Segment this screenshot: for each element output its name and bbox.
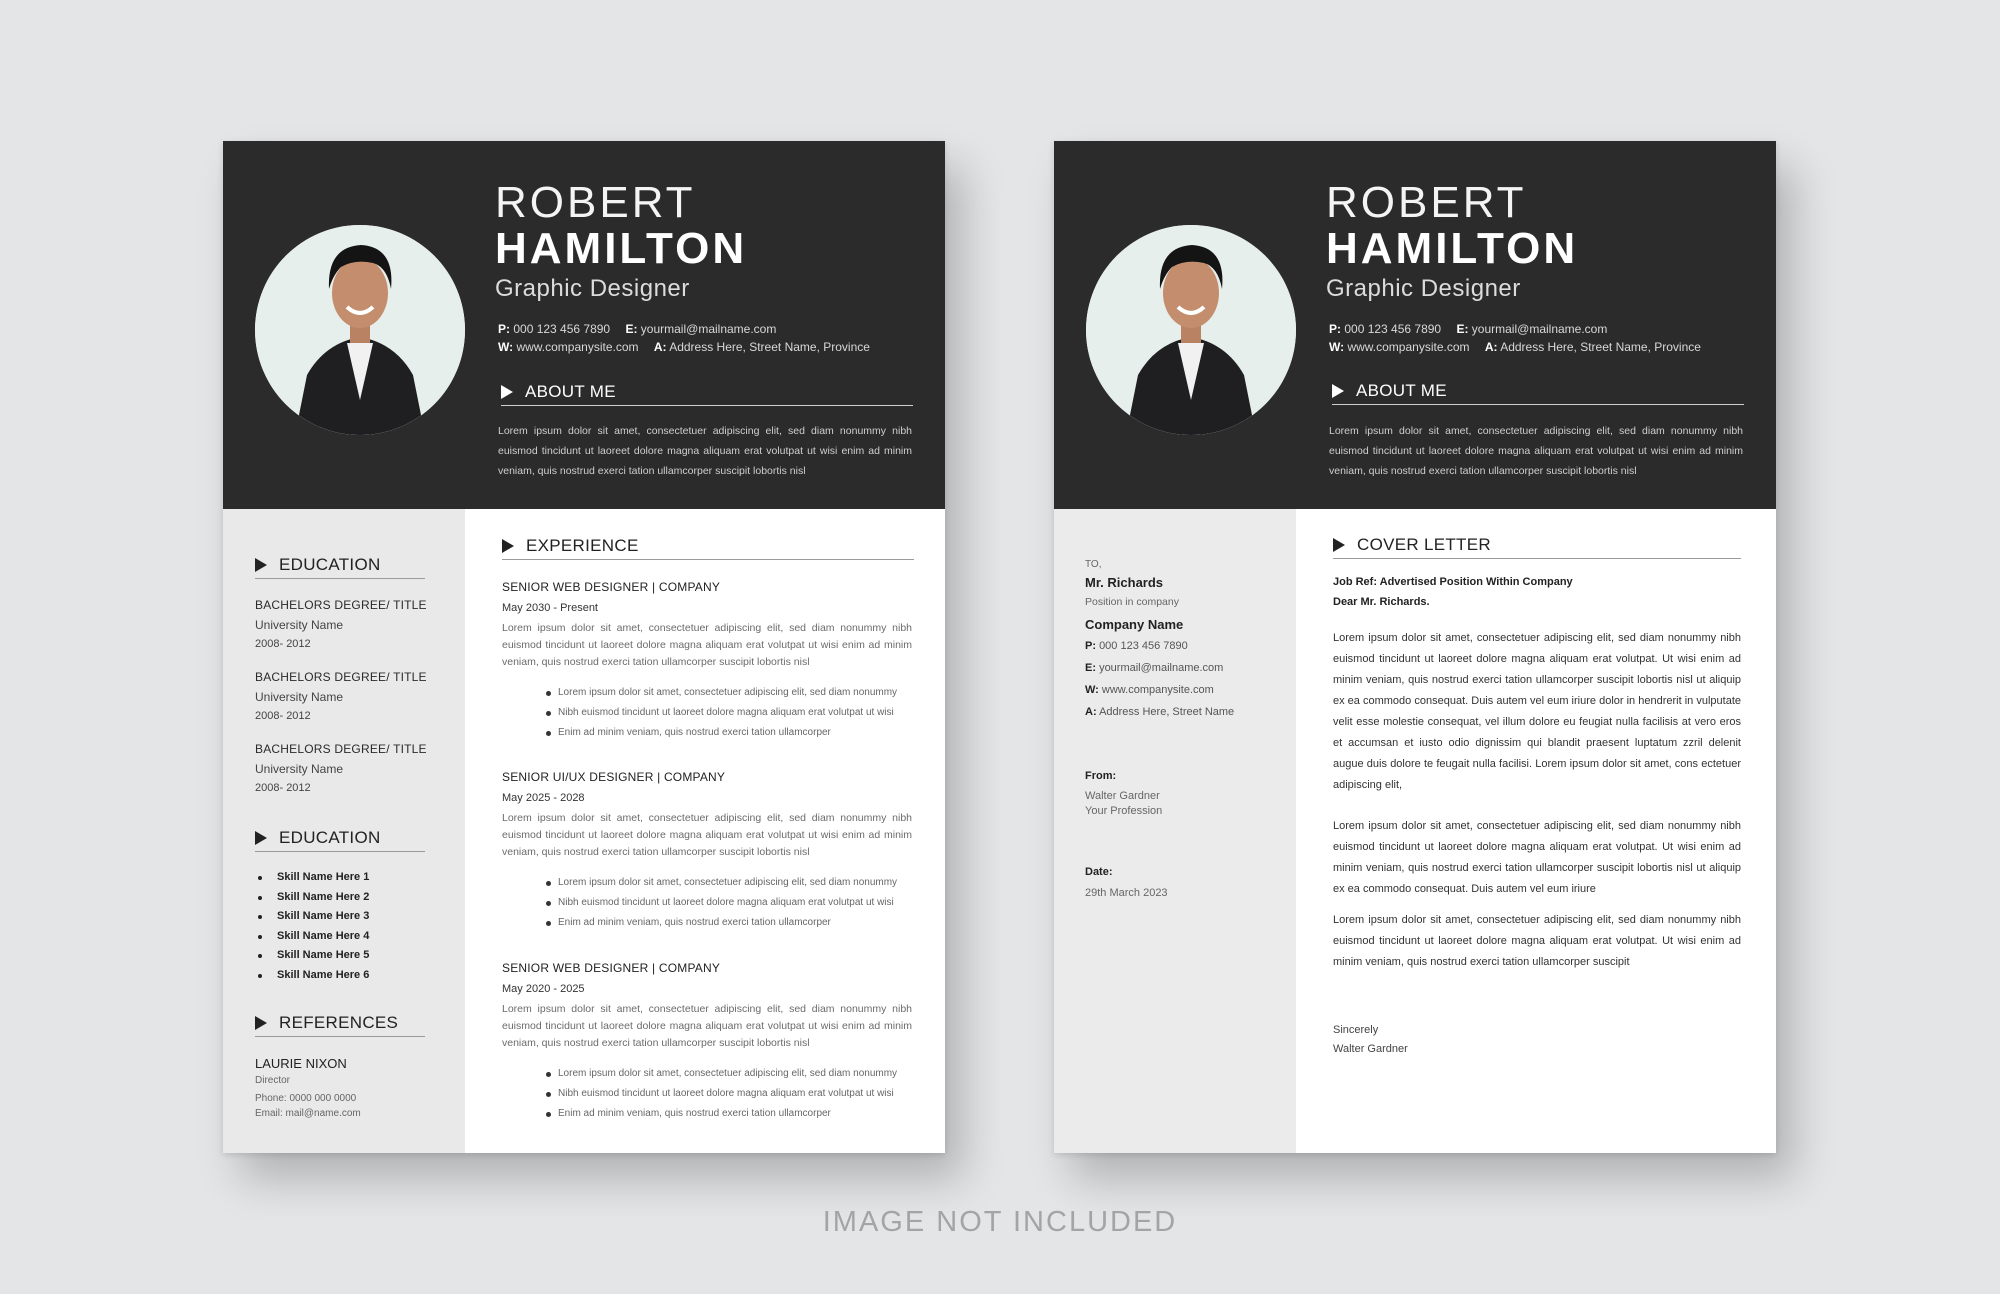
triangle-icon <box>255 558 267 572</box>
profile-photo <box>1086 225 1296 435</box>
web-label: W: <box>1329 340 1345 354</box>
skill-item: Skill Name Here 6 <box>255 966 369 986</box>
job-bullet: Lorem ipsum dolor sit amet, consectetuer adipiscing elit, sed diam nonummy <box>546 683 897 703</box>
university-name: University Name <box>255 618 344 632</box>
phone-value: 000 123 456 7890 <box>1099 640 1188 652</box>
job-dates: May 2025 - 2028 <box>502 792 585 804</box>
triangle-icon <box>1333 538 1345 552</box>
email-value: yourmail@mailname.com <box>640 322 777 336</box>
from-name: Walter Gardner <box>1085 790 1160 802</box>
skill-item: Skill Name Here 3 <box>255 907 369 927</box>
education-heading-label: EDUCATION <box>279 555 381 574</box>
address-value: Address Here, Street Name, Province <box>669 340 870 354</box>
degree-title: BACHELORS DEGREE/ TITLE <box>255 670 427 684</box>
job-dates: May 2030 - Present <box>502 602 598 614</box>
skills-list <box>255 868 369 986</box>
web-value: www.companysite.com <box>516 340 639 354</box>
cover-letter-document <box>1054 141 1776 1153</box>
resume-document <box>223 141 945 1153</box>
phone-label: P: <box>1085 640 1096 652</box>
date-value: 29th March 2023 <box>1085 887 1168 899</box>
address-label: A: <box>653 340 667 354</box>
about-heading <box>1332 378 1744 405</box>
job-bullet: Lorem ipsum dolor sit amet, consectetuer adipiscing elit, sed diam nonummy <box>546 1064 897 1084</box>
closing: Sincerely <box>1333 1024 1379 1036</box>
job-bullets <box>546 873 897 933</box>
salutation: Dear Mr. Richards. <box>1333 596 1430 608</box>
job-bullet: Lorem ipsum dolor sit amet, consectetuer adipiscing elit, sed diam nonummy <box>546 873 897 893</box>
web-value: www.companysite.com <box>1347 340 1470 354</box>
reference-phone: Phone: 0000 000 0000 <box>255 1093 357 1104</box>
triangle-icon <box>255 831 267 845</box>
email-label: E: <box>1456 322 1469 336</box>
job-summary: Lorem ipsum dolor sit amet, consectetuer adipiscing elit, sed diam nonummy nibh euismod tincidunt ut laoreet dolore magna aliquam erat volutpat ut wisi enim ad minim veniam, quis nostrud exerci tation ullamcorper suscipit lobortis nisl <box>502 812 912 858</box>
email-value: yourmail@mailname.com <box>1099 662 1224 674</box>
about-text: Lorem ipsum dolor sit amet, consectetuer adipiscing elit, sed diam nonummy nibh euismod tincidunt ut laoreet dolore magna aliquam erat volutpat ut wisi enim ad minim veniam, quis nostrud exerci tation ullamcorper suscipit lobortis nisl <box>1329 425 1743 477</box>
web-label: W: <box>1085 684 1099 696</box>
triangle-icon <box>501 385 513 399</box>
job-role: SENIOR WEB DESIGNER | COMPANY <box>502 961 721 975</box>
experience-heading-label: EXPERIENCE <box>526 536 639 555</box>
recipient-email <box>1085 663 1223 674</box>
contact-line-2 <box>498 341 870 353</box>
experience-heading <box>502 533 914 560</box>
date-label: Date: <box>1085 866 1113 878</box>
job-bullet: Enim ad minim veniam, quis nostrud exerci tation ullamcorper <box>546 1104 897 1124</box>
job-reference: Job Ref: Advertised Position Within Company <box>1333 576 1573 588</box>
job-bullet: Nibh euismod tincidunt ut laoreet dolore magna aliquam erat volutpat ut wisi <box>546 703 897 723</box>
from-profession: Your Profession <box>1085 805 1163 817</box>
cover-letter-heading <box>1333 532 1741 559</box>
references-heading <box>255 1010 425 1037</box>
phone-label: P: <box>1329 322 1341 336</box>
skill-item: Skill Name Here 4 <box>255 927 369 947</box>
job-dates: May 2020 - 2025 <box>502 983 585 995</box>
cover-header <box>1054 141 1776 509</box>
phone-value: 000 123 456 7890 <box>1344 322 1442 336</box>
phone-label: P: <box>498 322 510 336</box>
job-bullets <box>546 1064 897 1124</box>
signature-name: Walter Gardner <box>1333 1043 1408 1055</box>
address-value: Address Here, Street Name <box>1099 706 1235 718</box>
education-years: 2008- 2012 <box>255 638 311 650</box>
contact-line-2 <box>1329 341 1701 353</box>
email-value: yourmail@mailname.com <box>1471 322 1608 336</box>
job-summary: Lorem ipsum dolor sit amet, consectetuer adipiscing elit, sed diam nonummy nibh euismod tincidunt ut laoreet dolore magna aliquam erat volutpat ut wisi enim ad minim veniam, quis nostrud exerci tation ullamcorper suscipit lobortis nisl <box>502 622 912 668</box>
to-label: TO, <box>1085 559 1102 570</box>
skill-item: Skill Name Here 2 <box>255 888 369 908</box>
web-label: W: <box>498 340 514 354</box>
job-summary: Lorem ipsum dolor sit amet, consectetuer adipiscing elit, sed diam nonummy nibh euismod tincidunt ut laoreet dolore magna aliquam erat volutpat ut wisi enim ad minim veniam, quis nostrud exerci tation ullamcorper suscipit lobortis nisl <box>502 1003 912 1049</box>
job-role: SENIOR UI/UX DESIGNER | COMPANY <box>502 770 726 784</box>
job-bullet: Enim ad minim veniam, quis nostrud exerci tation ullamcorper <box>546 723 897 743</box>
job-bullet: Nibh euismod tincidunt ut laoreet dolore magna aliquam erat volutpat ut wisi <box>546 1084 897 1104</box>
university-name: University Name <box>255 690 344 704</box>
recipient-phone <box>1085 641 1188 652</box>
email-label: E: <box>625 322 638 336</box>
university-name: University Name <box>255 762 344 776</box>
first-name: ROBERT <box>495 178 696 227</box>
letter-paragraph: Lorem ipsum dolor sit amet, consectetuer adipiscing elit, sed diam nonummy nibh euismod tincidunt ut laoreet dolore magna aliquam erat volutpat. Ut wisi enim ad minim veniam, quis nostrud exerci tation ullamcorper suscipit lobortis nisl ut aliquip ex ea commodo consequat. Duis autem vel eum iriure dolor in hendrerit in vulputate velit esse molestie consequat, vel illum dolore eu feugiat nulla facilisis at vero eros et accumsan et iusto odio dignissim qui blandit praesent luptatum zzril delenit augue duis dolore te feugait nulla facilisi. Lorem ipsum dolor sit amet, cons ectetuer adipiscing elit, <box>1333 632 1741 791</box>
education-years: 2008- 2012 <box>255 782 311 794</box>
skills-heading-label: EDUCATION <box>279 828 381 847</box>
education-years: 2008- 2012 <box>255 710 311 722</box>
image-not-included-note: IMAGE NOT INCLUDED <box>822 1206 1178 1238</box>
letter-paragraph: Lorem ipsum dolor sit amet, consectetuer adipiscing elit, sed diam nonummy nibh euismod tincidunt ut laoreet dolore magna aliquam erat volutpat. Ut wisi enim ad minim veniam, quis nostrud exerci tation ullamcorper suscipit lobortis nisl ut aliquip ex ea commodo consequat. Duis autem vel eum iriure <box>1333 820 1741 895</box>
last-name: HAMILTON <box>1326 224 1579 273</box>
address-label: A: <box>1085 706 1097 718</box>
reference-name: LAURIE NIXON <box>255 1056 347 1071</box>
recipient-name: Mr. Richards <box>1085 575 1164 590</box>
degree-title: BACHELORS DEGREE/ TITLE <box>255 742 427 756</box>
references-heading-label: REFERENCES <box>279 1013 399 1032</box>
resume-header <box>223 141 945 509</box>
about-heading <box>501 379 913 406</box>
degree-title: BACHELORS DEGREE/ TITLE <box>255 598 427 612</box>
recipient-position: Position in company <box>1085 596 1179 608</box>
job-bullet: Nibh euismod tincidunt ut laoreet dolore magna aliquam erat volutpat ut wisi <box>546 893 897 913</box>
about-heading-label: ABOUT ME <box>525 382 616 401</box>
company-name: Company Name <box>1085 617 1184 632</box>
recipient-address <box>1085 707 1234 718</box>
reference-email: Email: mail@name.com <box>255 1108 361 1119</box>
email-label: E: <box>1085 662 1096 674</box>
letter-paragraph: Lorem ipsum dolor sit amet, consectetuer adipiscing elit, sed diam nonummy nibh euismod tincidunt ut laoreet dolore magna aliquam erat volutpat. Ut wisi enim ad minim veniam, quis nostrud exerci tation ullamcorper suscipit <box>1333 914 1741 968</box>
cover-letter-heading-label: COVER LETTER <box>1357 535 1491 554</box>
reference-role: Director <box>255 1075 291 1086</box>
profile-photo <box>255 225 465 435</box>
job-role: SENIOR WEB DESIGNER | COMPANY <box>502 580 721 594</box>
contact-line-1 <box>498 323 776 335</box>
skill-item: Skill Name Here 5 <box>255 946 369 966</box>
skill-item: Skill Name Here 1 <box>255 868 369 888</box>
address-label: A: <box>1484 340 1498 354</box>
job-title: Graphic Designer <box>495 275 690 302</box>
phone-value: 000 123 456 7890 <box>513 322 611 336</box>
about-heading-label: ABOUT ME <box>1356 381 1447 400</box>
recipient-web <box>1085 685 1214 696</box>
education-heading <box>255 552 425 579</box>
contact-line-1 <box>1329 323 1607 335</box>
job-title: Graphic Designer <box>1326 275 1521 302</box>
from-label: From: <box>1085 770 1117 782</box>
triangle-icon <box>255 1016 267 1030</box>
last-name: HAMILTON <box>495 224 748 273</box>
address-value: Address Here, Street Name, Province <box>1500 340 1701 354</box>
triangle-icon <box>1332 384 1344 398</box>
web-value: www.companysite.com <box>1101 684 1214 696</box>
about-text: Lorem ipsum dolor sit amet, consectetuer adipiscing elit, sed diam nonummy nibh euismod tincidunt ut laoreet dolore magna aliquam erat volutpat ut wisi enim ad minim veniam, quis nostrud exerci tation ullamcorper suscipit lobortis nisl <box>498 425 912 477</box>
job-bullet: Enim ad minim veniam, quis nostrud exerci tation ullamcorper <box>546 913 897 933</box>
first-name: ROBERT <box>1326 178 1527 227</box>
skills-heading <box>255 825 425 852</box>
job-bullets <box>546 683 897 743</box>
triangle-icon <box>502 539 514 553</box>
